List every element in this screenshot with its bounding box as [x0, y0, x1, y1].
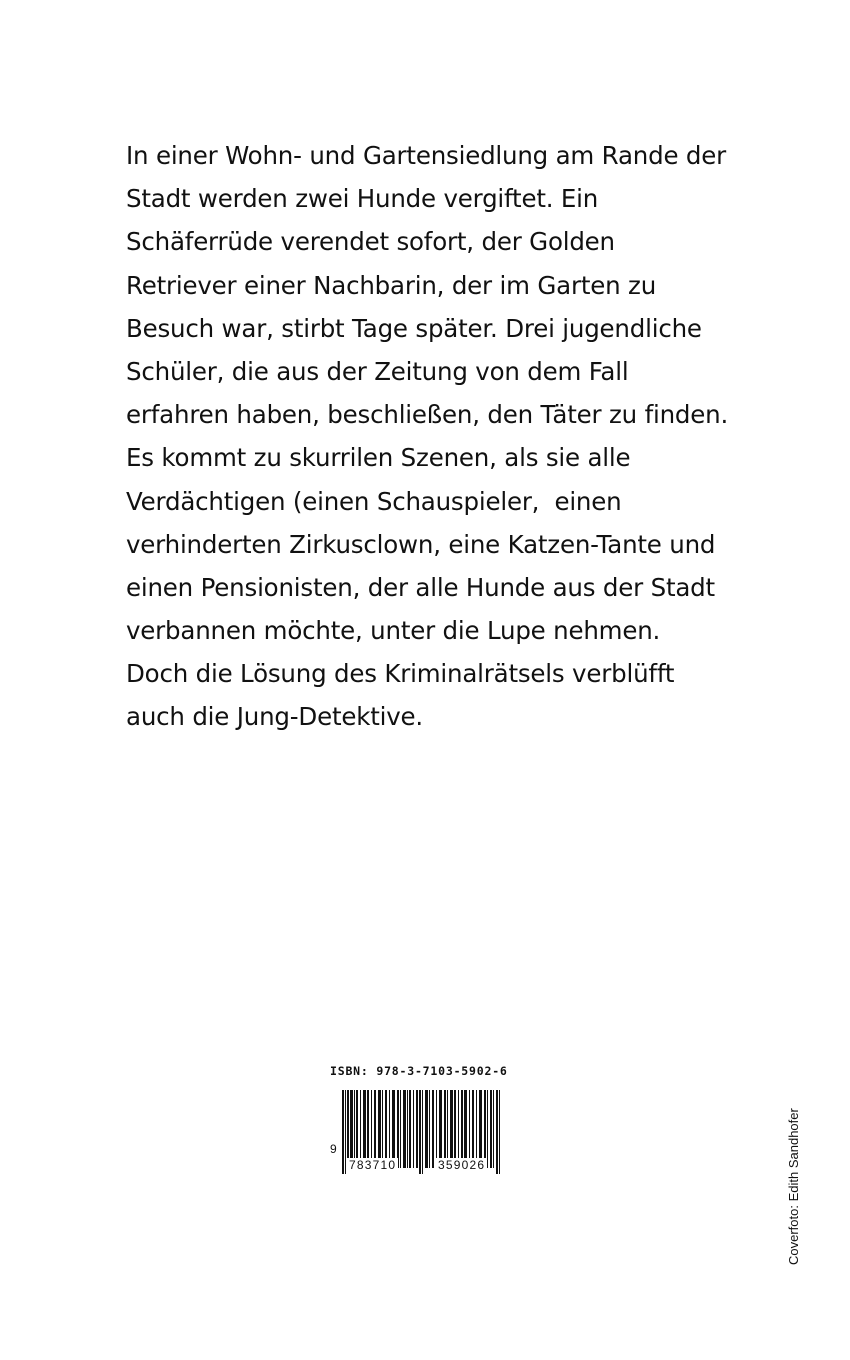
blurb-line: verhinderten Zirkusclown, eine Katzen-Tante und: [126, 529, 716, 559]
barcode-bar: [347, 1090, 349, 1168]
barcode-bar: [374, 1090, 376, 1168]
barcode-bar: [400, 1090, 401, 1168]
barcode-guard-bar: [342, 1090, 344, 1174]
barcode-bar: [378, 1090, 381, 1168]
barcode-lead-digit: 9: [330, 1142, 337, 1156]
barcode-bar: [360, 1090, 361, 1168]
barcode-bar: [454, 1090, 456, 1168]
barcode-bar: [382, 1090, 383, 1168]
barcode-bar: [416, 1090, 418, 1168]
barcode-bar: [432, 1090, 434, 1168]
barcode-bar: [356, 1090, 358, 1168]
barcode-bar: [397, 1090, 399, 1168]
barcode-bar: [450, 1090, 453, 1168]
blurb-line: Es kommt zu skurrilen Szenen, als sie alle: [126, 443, 631, 473]
isbn-barcode: [330, 1060, 530, 1172]
barcode-guard-bar: [422, 1090, 423, 1174]
barcode-bar: [392, 1090, 395, 1168]
blurb-line: Besuch war, stirbt Tage später. Drei jugendliche: [126, 313, 702, 343]
barcode-bar: [490, 1090, 492, 1168]
barcode-bar: [407, 1090, 408, 1168]
blurb-line: Doch die Lösung des Kriminalrätsels verblüfft: [126, 659, 675, 689]
blurb-line: Retriever einer Nachbarin, der im Garten zu: [126, 270, 657, 300]
cover-photo-credit: Coverfoto: Edith Sandhofer: [786, 1108, 801, 1265]
barcode-bar: [464, 1090, 467, 1168]
barcode-bar: [458, 1090, 459, 1168]
barcode-bar: [436, 1090, 437, 1168]
blurb-line: In einer Wohn- und Gartensiedlung am Rande der: [126, 141, 727, 170]
barcode-bar: [447, 1090, 448, 1168]
barcode-guard-bar: [496, 1090, 498, 1174]
barcode-guard-bar: [499, 1090, 500, 1174]
isbn-label: ISBN: 978-3-7103-5902-6: [330, 1064, 508, 1078]
blurb-line: auch die Jung-Detektive.: [126, 702, 423, 732]
blurb-line: verbannen möchte, unter die Lupe nehmen.: [126, 616, 661, 646]
barcode-bar: [413, 1090, 414, 1168]
barcode-bar: [469, 1090, 470, 1168]
barcode-bar: [479, 1090, 482, 1168]
barcode-bar: [350, 1090, 353, 1168]
blurb-line: erfahren haben, beschließen, den Täter zu finden.: [126, 400, 729, 430]
barcode-bar: [403, 1090, 406, 1168]
barcode-bar: [367, 1090, 369, 1168]
barcode-bar: [476, 1090, 477, 1168]
barcode-bar: [461, 1090, 463, 1168]
barcode-right-digits: 359026: [438, 1158, 486, 1172]
blurb-line: Schäferrüde verendet sofort, der Golden: [126, 227, 615, 257]
barcode-bar: [389, 1090, 390, 1168]
barcode-bar: [429, 1090, 430, 1168]
barcode-bar: [354, 1090, 355, 1168]
barcode-bar: [409, 1090, 411, 1168]
barcode-bar: [472, 1090, 474, 1168]
barcode-left-digits: 783710: [349, 1158, 397, 1172]
blurb-line: einen Pensionisten, der alle Hunde aus der Stadt: [126, 572, 715, 602]
blurb-line: Stadt werden zwei Hunde vergiftet. Ein: [126, 184, 599, 214]
barcode-bar: [371, 1090, 372, 1168]
barcode-guard-bar: [419, 1090, 421, 1174]
blurb-line: Schüler, die aus der Zeitung von dem Fall: [126, 356, 629, 386]
back-cover-blurb: [126, 134, 766, 739]
barcode-bar: [487, 1090, 488, 1168]
barcode-bar: [444, 1090, 446, 1168]
blurb-line: Verdächtigen (einen Schauspieler, einen: [126, 486, 622, 516]
barcode-bar: [363, 1090, 366, 1168]
barcode-bar: [385, 1090, 387, 1168]
barcode-bar: [425, 1090, 428, 1168]
barcode-guard-bar: [345, 1090, 346, 1174]
barcode-bar: [484, 1090, 486, 1168]
barcode-bar: [493, 1090, 494, 1168]
barcode-bar: [439, 1090, 442, 1168]
